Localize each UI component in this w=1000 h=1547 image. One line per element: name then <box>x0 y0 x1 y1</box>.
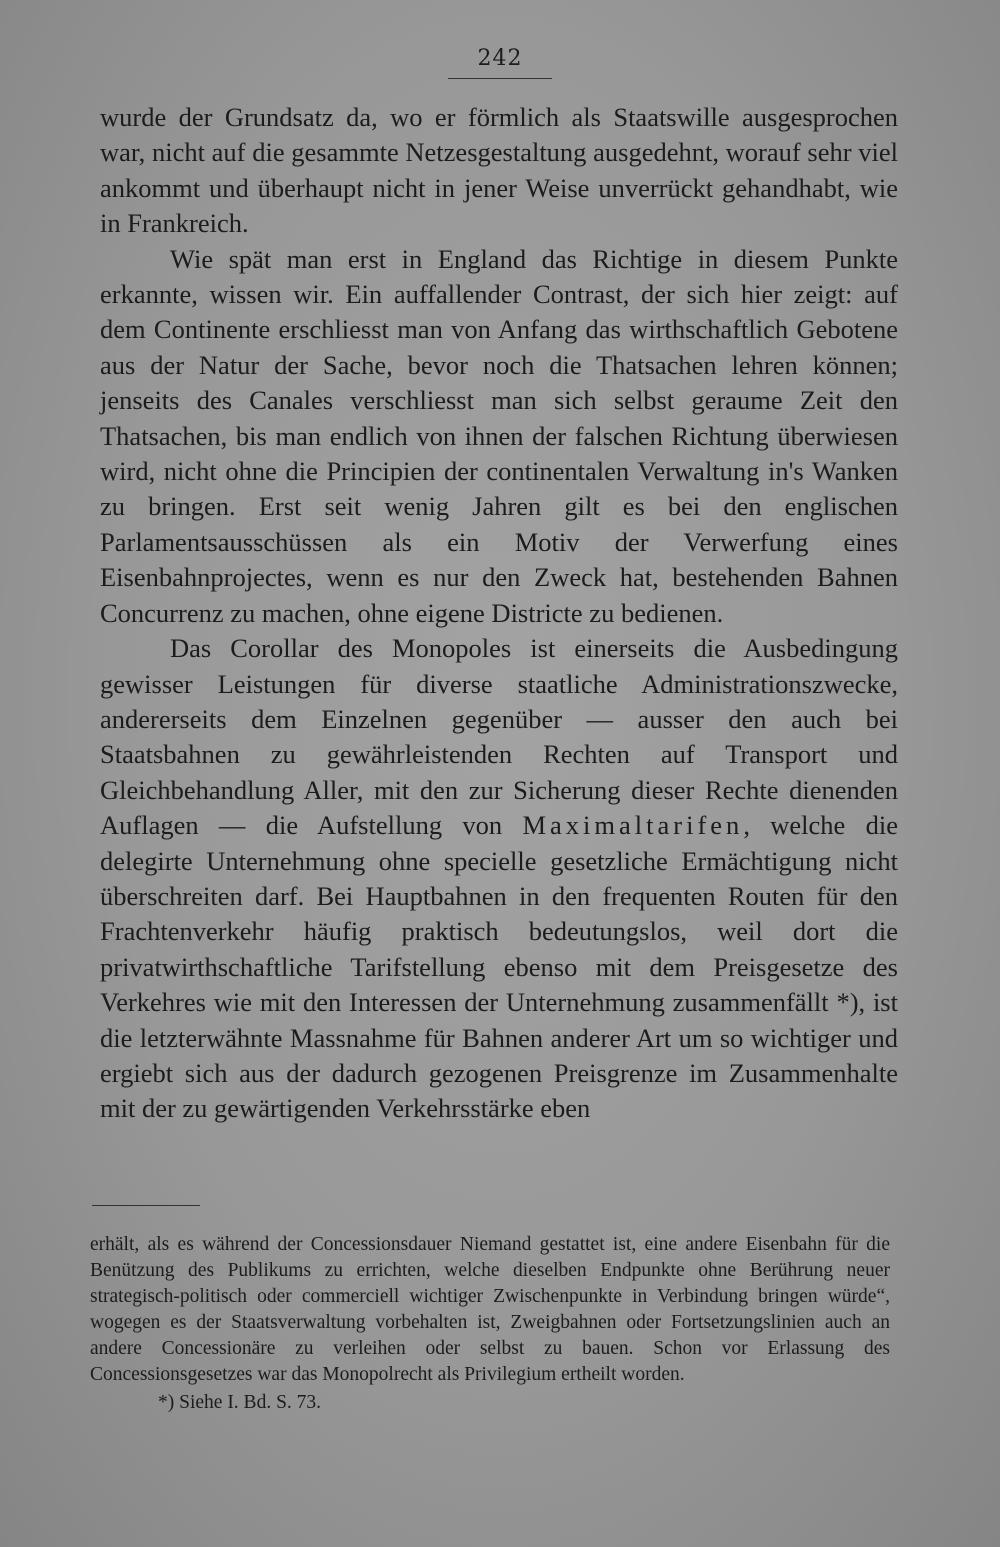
page-number: 242 <box>477 46 523 71</box>
footnote-rule <box>92 1205 200 1206</box>
footnote-note: *) Siehe I. Bd. S. 73. <box>158 1392 322 1413</box>
paragraph-3 <box>100 631 898 1127</box>
body-text <box>100 100 898 1127</box>
paragraph-3-part-1: Das Corollar des Monopoles ist einerseits die Ausbedingung gewisser Leistungen für diverse staatliche Administrationszwecke, andererseits dem Einzelnen gegenüber — ausser den auch bei Staatsbahnen zu gewährleistenden Rechten auf Transport und Gleichbehandlung Aller, mit den zur Sicherung dieser Rechte dienenden Auflagen — die Aufstellung von <box>100 633 898 841</box>
paragraph-1: wurde der Grundsatz da, wo er förmlich als Staatswille ausgesprochen war, nicht auf die gesammte Netzesgestaltung ausgedehnt, worauf sehr viel ankommt und überhaupt nicht in jener Weise unverrückt gehandhabt, wie in Frankreich. <box>100 102 898 239</box>
footnote-continued: erhält, als es während der Concessionsdauer Niemand gestattet ist, eine andere Eisenbahn für die Benützung des Publikums zu errichten, welche dieselben Endpunkte ohne Berührung neuer strategisch-politisch oder commerciell wichtiger Zwischenpunkte in Verbindung bringen würde“, wogegen es der Staatsverwaltung vorbehalten ist, Zweigbahnen oder Fortsetzungslinien auch an andere Concessionäre zu verleihen oder selbst zu bauen. Schon vor Erlassung des Concessionsgesetzes war das Monopolrecht als Privilegium ertheilt worden. <box>90 1234 890 1385</box>
page-number-rule <box>448 78 552 79</box>
paragraph-3-part-2: , welche die delegirte Unternehmung ohne specielle gesetzliche Ermächtigung nicht überschreiten darf. Bei Hauptbahnen in den frequenten Routen für den Frachtenverkehr häufig praktisch bedeutungslos, weil dort die privatwirthschaftliche Tarifstellung ebenso mit dem Preisgesetze des Verkehres wie mit den Interessen der Unternehmung zusammenfällt *), ist die letzterwähnte Massnahme für Bahnen anderer Art um so wichtiger und ergiebt sich aus der dadurch gezogenen Preisgrenze im Zusammenhalte mit der zu gewärtigenden Verkehrsstärke eben <box>100 810 898 1124</box>
spaced-term: Maximaltarifen <box>522 810 744 841</box>
footnotes <box>90 1232 890 1416</box>
paragraph-2: Wie spät man erst in England das Richtige in diesem Punkte erkannte, wissen wir. Ein auffallender Contrast, der sich hier zeigt: auf dem Continente erschliesst man von Anfang das wirthschaftlich Gebotene aus der Natur der Sache, bevor noch die Thatsachen lehren können; jenseits des Canales verschliesst man sich selbst geraume Zeit den Thatsachen, bis man endlich von ihnen der falschen Richtung überwiesen wird, nicht ohne die Principien der continentalen Verwaltung in's Wanken zu bringen. Erst seit wenig Jahren gilt es bei den englischen Parlamentsausschüssen als ein Motiv der Verwerfung eines Eisenbahnprojectes, wenn es nur den Zweck hat, bestehenden Bahnen Concurrenz zu machen, ohne eigene Districte zu bedienen. <box>100 243 898 628</box>
